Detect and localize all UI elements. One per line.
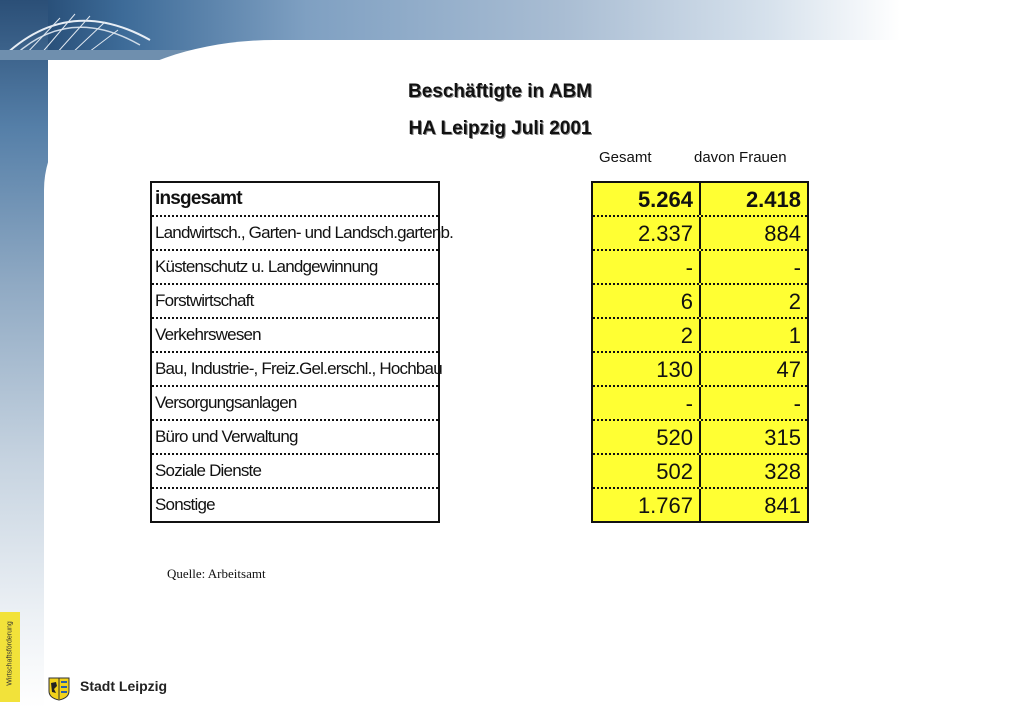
- page-title: Beschäftigte in ABM: [407, 81, 593, 102]
- table-row: [593, 217, 807, 251]
- women-cell: 884: [764, 221, 801, 246]
- total-cell: 520: [593, 421, 701, 453]
- value-table: [591, 181, 809, 523]
- women-cell: -: [793, 255, 801, 280]
- women-cell: -: [793, 391, 801, 416]
- table-row: [593, 251, 807, 285]
- total-cell: 5.264: [593, 183, 701, 215]
- table-row: [593, 319, 807, 353]
- table-row: [593, 183, 807, 217]
- table-row-label: Verkehrswesen: [152, 319, 438, 353]
- women-cell: 315: [764, 425, 801, 450]
- page-subtitle: HA Leipzig Juli 2001: [408, 118, 592, 139]
- total-cell: 1.767: [593, 489, 701, 521]
- women-cell: 2: [788, 289, 801, 314]
- source-note: Quelle: Arbeitsamt: [167, 566, 266, 581]
- table-row-label: Forstwirtschaft: [152, 285, 438, 319]
- left-photo-strip: [0, 0, 48, 708]
- sidebar-logo-text: Wirtschaftsförderung: [6, 621, 14, 686]
- women-cell: 2.418: [745, 187, 801, 212]
- total-cell: 6: [593, 285, 701, 317]
- total-cell: 502: [593, 455, 701, 487]
- total-cell: -: [593, 251, 701, 283]
- total-cell: -: [593, 387, 701, 419]
- table-row: [593, 387, 807, 421]
- table-row-label: Büro und Verwaltung: [152, 421, 438, 455]
- women-cell: 47: [776, 357, 801, 382]
- leipzig-lion-crest-icon: [48, 677, 70, 701]
- table-row-label: Sonstige: [155, 495, 215, 514]
- table-row: [593, 421, 807, 455]
- table-row: [593, 353, 807, 387]
- women-cell: 841: [764, 493, 801, 518]
- table-row-label: Versorgungsanlagen: [152, 387, 438, 421]
- women-cell: 328: [764, 459, 801, 484]
- table-row: [593, 285, 807, 319]
- city-name: Stadt Leipzig: [80, 678, 168, 694]
- table-row-label: Küstenschutz u. Landgewinnung: [152, 251, 438, 285]
- total-cell: 2: [593, 319, 701, 351]
- total-cell: 130: [593, 353, 701, 385]
- women-cell: 1: [788, 323, 801, 348]
- column-header-total: Gesamt: [599, 149, 652, 166]
- table-row-label: Soziale Dienste: [152, 455, 438, 489]
- wirtschaftsfoerderung-logo: [0, 612, 20, 702]
- total-cell: 2.337: [593, 217, 701, 249]
- table-row-label: Bau, Industrie-, Freiz.Gel.erschl., Hochbau: [152, 353, 438, 387]
- table-row: [593, 489, 807, 521]
- table-row-label: Landwirtsch., Garten- und Landsch.gartenb.: [152, 217, 438, 251]
- category-label-table: [150, 181, 454, 523]
- table-row: [593, 455, 807, 489]
- column-header-women: davon Frauen: [694, 149, 787, 166]
- table-row-label: insgesamt: [152, 183, 438, 217]
